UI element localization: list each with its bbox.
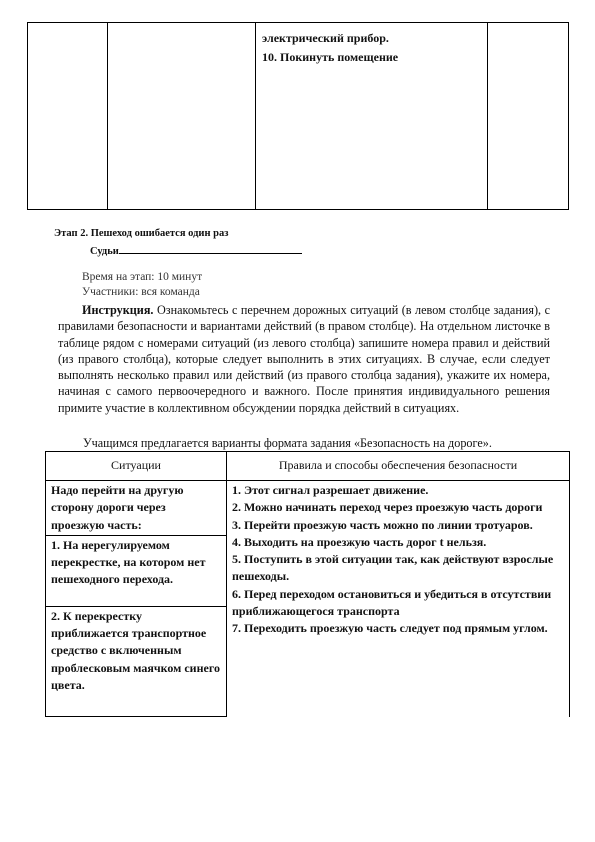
section-intro: Учащимся предлагается варианты формата задания «Безопасность на дороге». <box>83 436 492 450</box>
stage-title: Этап 2. Пешеход ошибается один раз <box>54 228 229 239</box>
rule-item: 2. Можно начинать переход через проезжую часть дороги <box>232 500 543 515</box>
rule-item: 4. Выходить на проезжую часть дорог t нельзя. <box>232 534 487 549</box>
judges-line <box>90 243 302 257</box>
participants-info: Участники: вся команда <box>82 286 200 298</box>
situation-cell-2: 2. К перекрестку приближается транспортное средство с включенным проблесковым маячком синего цвета. <box>46 606 227 716</box>
situation-cell-1: 1. На нерегулируемом перекрестке, на котором нет пешеходного перехода. <box>46 535 227 606</box>
table-column-divider <box>107 23 108 209</box>
top-table <box>27 22 569 210</box>
top-table-line-2: 10. Покинуть помещение <box>262 50 399 64</box>
rule-item: 7. Переходить проезжую часть следует под прямым углом. <box>232 621 548 636</box>
rule-item: 6. Перед переходом остановиться и убедиться в отсутствии приближающегося транспорта <box>232 586 552 619</box>
rule-item: 1. Этот сигнал разрешает движение. <box>232 483 429 497</box>
header-rules: Правила и способы обеспечения безопасности <box>227 452 570 481</box>
instruction-text: Ознакомьтесь с перечнем дорожных ситуаций (в левом столбце задания), с правилами безопасности и вариантами действий (в правом столбце). На отдельном листочке в таблице рядом с номерами ситуаций (из левого столбца) запишите номера правил и действий (из правого столбца), которые следует выполнить в этих ситуациях. В случае, если следует выполнять несколько правил или действий (из правого столбца задания), укажите их номера, начиная с самого первоочередного и важного. После принятия индивидуального решения примите участие в коллективном обсуждении порядка действий в ситуациях. <box>58 303 550 415</box>
situations-table <box>45 451 570 717</box>
situation-intro-cell: Надо перейти на другую сторону дороги через проезжую часть: <box>46 481 227 536</box>
instruction-lead: Инструкция. <box>82 303 154 317</box>
table-header-row <box>46 452 570 481</box>
header-situations: Ситуации <box>46 452 227 481</box>
rule-item: 3. Перейти проезжую часть можно по линии тротуаров. <box>232 517 533 532</box>
table-column-divider <box>487 23 488 209</box>
signature-line <box>119 243 302 254</box>
rules-cell <box>227 481 570 717</box>
table-column-divider <box>255 23 256 209</box>
judges-label: Судьи <box>90 246 119 257</box>
top-table-line-1: электрический прибор. <box>262 31 389 45</box>
table-row <box>46 481 570 536</box>
rule-item: 5. Поступить в этой ситуации так, как действуют взрослые пешеходы. <box>232 552 554 584</box>
time-info: Время на этап: 10 минут <box>82 271 203 283</box>
instruction-paragraph <box>58 302 550 416</box>
